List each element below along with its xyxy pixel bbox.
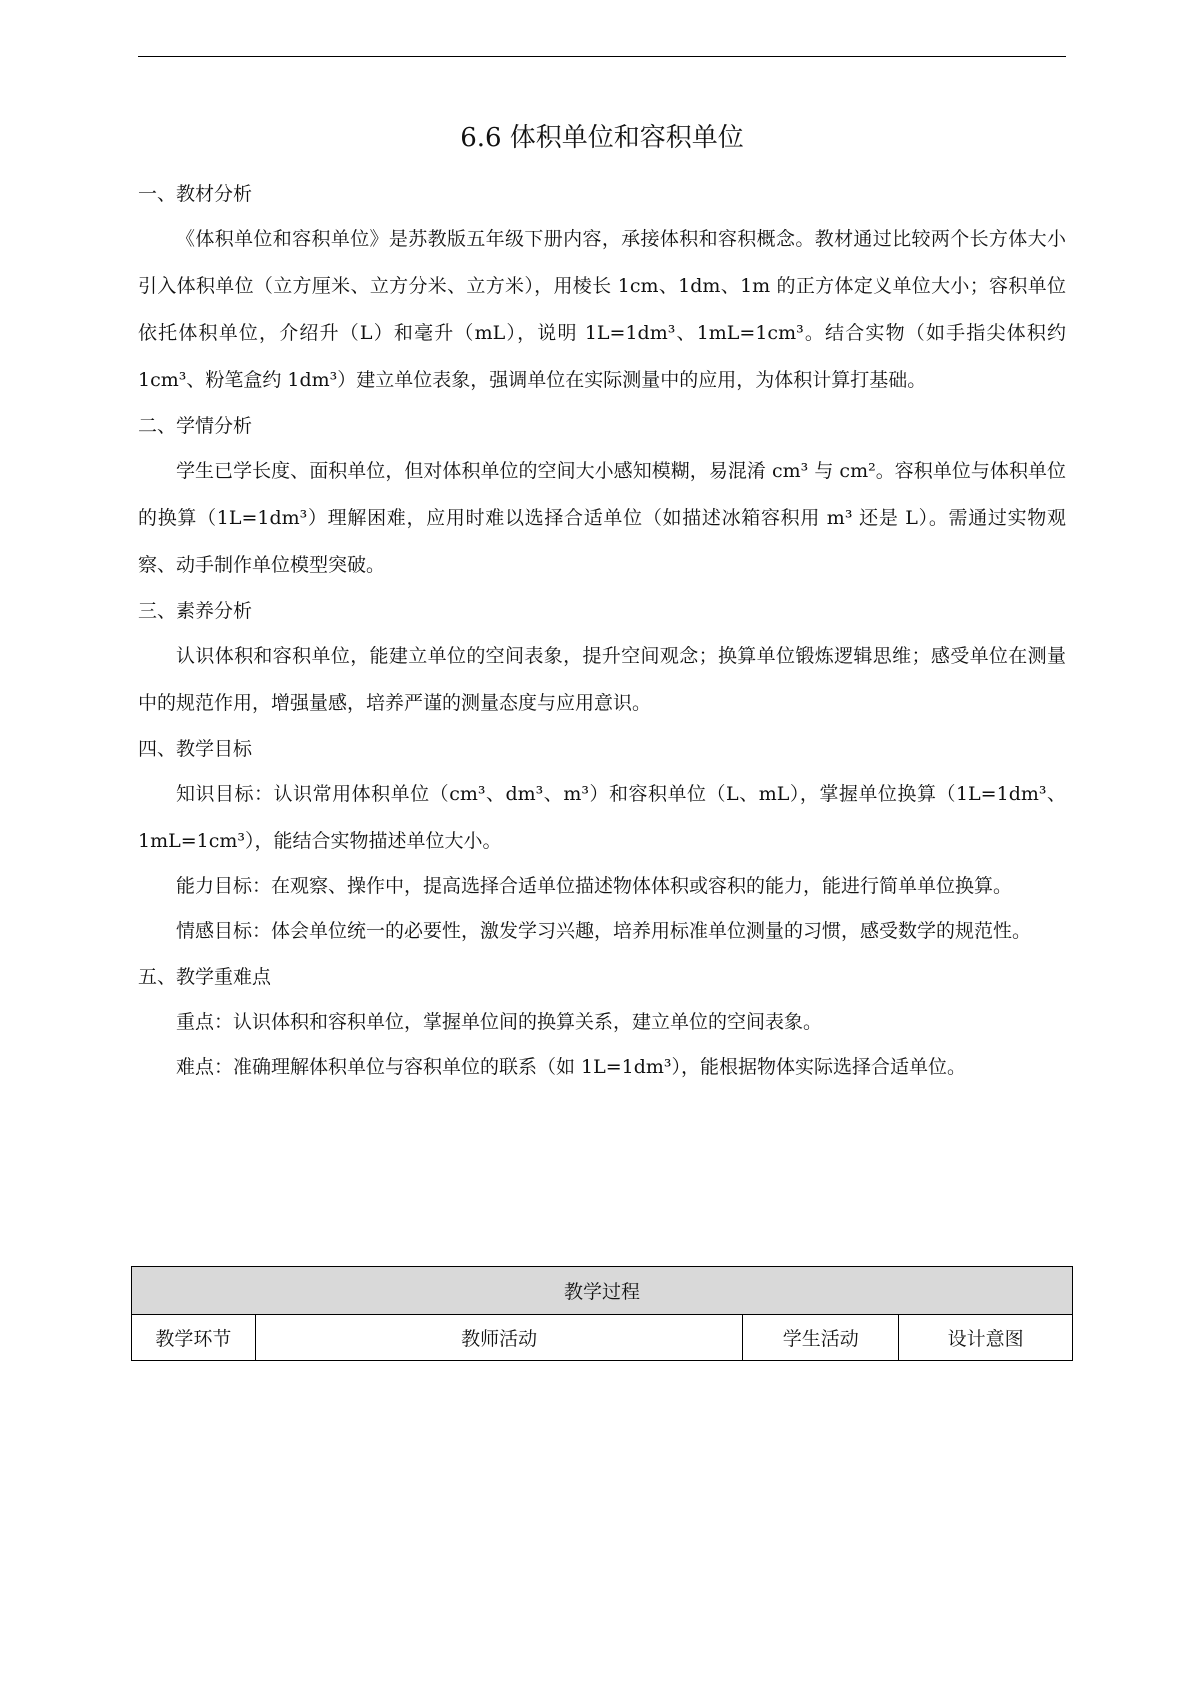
section-teaching-objectives bbox=[138, 735, 1066, 955]
section-heading: 四、教学目标 bbox=[138, 738, 253, 760]
key-point: 重点：认识体积和容积单位，掌握单位间的换算关系，建立单位的空间表象。 bbox=[176, 1011, 823, 1033]
table-title: 教学过程 bbox=[132, 1267, 1073, 1315]
paragraph: 《体积单位和容积单位》是苏教版五年级下册内容，承接体积和容积概念。教材通过比较两个长方体大小引入体积单位（立方厘米、立方分米、立方米），用棱长 1cm、1dm、1m 的正方体定义单位大小；容积单位依托体积单位，介绍升（L）和毫升（mL），说明 1L=1dm³、1mL=1cm³。结合实物（如手指尖体积约 1cm³、粉笔盒约 1dm³）建立单位表象，强调单位在实际测量中的应用，为体积计算打基础。 bbox=[138, 228, 1066, 391]
section-heading: 一、教材分析 bbox=[138, 183, 253, 205]
section-literacy-analysis bbox=[138, 597, 1066, 727]
header-rule bbox=[138, 56, 1066, 57]
column-header-student-activity: 学生活动 bbox=[743, 1315, 899, 1361]
section-heading: 五、教学重难点 bbox=[138, 966, 272, 988]
section-textbook-analysis bbox=[138, 180, 1066, 404]
section-key-difficult-points bbox=[138, 963, 1066, 1091]
document-body bbox=[138, 120, 1066, 1099]
column-header-teacher-activity: 教师活动 bbox=[255, 1315, 742, 1361]
table-title-row bbox=[132, 1267, 1073, 1315]
paragraph: 学生已学长度、面积单位，但对体积单位的空间大小感知模糊，易混淆 cm³ 与 cm²。容积单位与体积单位的换算（1L=1dm³）理解困难，应用时难以选择合适单位（如描述冰箱容积用 m³ 还是 L）。需通过实物观察、动手制作单位模型突破。 bbox=[138, 460, 1066, 576]
column-header-design-intent: 设计意图 bbox=[899, 1315, 1073, 1361]
section-heading: 二、学情分析 bbox=[138, 415, 253, 437]
column-header-teaching-stage: 教学环节 bbox=[132, 1315, 256, 1361]
table-header-row bbox=[132, 1315, 1073, 1361]
knowledge-objective: 知识目标：认识常用体积单位（cm³、dm³、m³）和容积单位（L、mL），掌握单位换算（1L=1dm³、1mL=1cm³），能结合实物描述单位大小。 bbox=[138, 783, 1066, 852]
document-title: 6.6 体积单位和容积单位 bbox=[460, 123, 744, 153]
teaching-process-table bbox=[131, 1266, 1073, 1361]
difficult-point: 难点：准确理解体积单位与容积单位的联系（如 1L=1dm³），能根据物体实际选择合适单位。 bbox=[176, 1056, 967, 1078]
ability-objective: 能力目标：在观察、操作中，提高选择合适单位描述物体体积或容积的能力，能进行简单单位换算。 bbox=[176, 875, 1013, 897]
section-heading: 三、素养分析 bbox=[138, 600, 253, 622]
section-student-analysis bbox=[138, 412, 1066, 589]
emotion-objective: 情感目标：体会单位统一的必要性，激发学习兴趣，培养用标准单位测量的习惯，感受数学的规范性。 bbox=[176, 920, 1032, 942]
paragraph: 认识体积和容积单位，能建立单位的空间表象，提升空间观念；换算单位锻炼逻辑思维；感受单位在测量中的规范作用，增强量感，培养严谨的测量态度与应用意识。 bbox=[138, 645, 1066, 714]
